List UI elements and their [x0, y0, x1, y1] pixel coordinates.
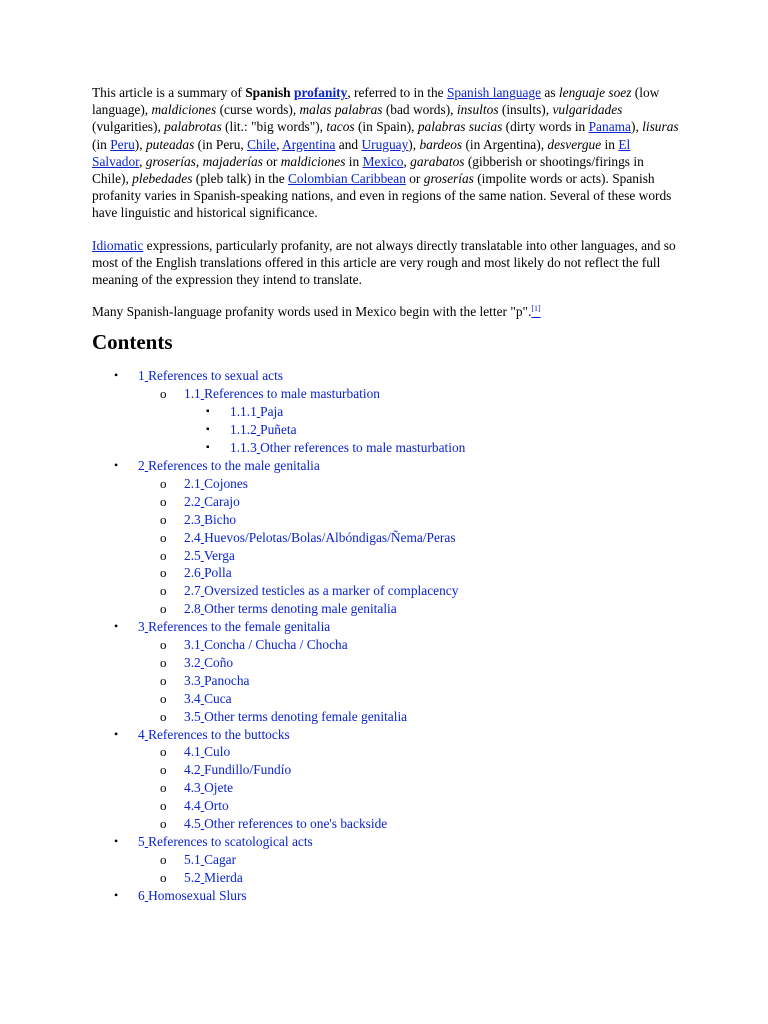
toc-item	[138, 636, 682, 654]
link-el-salvador[interactable]: El Salvador	[92, 136, 631, 169]
toc-number: 2.1	[184, 475, 201, 491]
toc-item	[138, 564, 682, 582]
text-run: puteadas	[145, 136, 195, 152]
toc-label: Puñeta	[260, 422, 297, 438]
toc-label: Fundillo/Fundío	[204, 762, 292, 778]
toc-number: 1.1	[184, 386, 201, 402]
toc-number: 2.6	[184, 565, 201, 581]
toc-label: Other terms denoting female genitalia	[204, 708, 408, 724]
text-run: (lit.: "big words"),	[221, 119, 327, 135]
toc-label: Carajo	[204, 493, 240, 509]
toc-label: Culo	[204, 744, 231, 760]
text-run: (curse words),	[216, 102, 300, 118]
text-run: lisuras	[642, 119, 679, 135]
toc-item	[138, 654, 682, 672]
toc-link-6[interactable]	[138, 888, 247, 903]
intro-paragraph-1	[92, 84, 682, 222]
text-run: in	[601, 136, 619, 152]
text-run: ),	[408, 136, 420, 152]
toc-number: 2.5	[184, 547, 201, 563]
link-mexico[interactable]: Mexico	[362, 153, 404, 169]
text-run: (bad words),	[382, 102, 457, 118]
text-run: majaderías	[202, 153, 263, 169]
toc-link-1-1-2[interactable]	[230, 422, 297, 437]
toc-label: Mierda	[204, 869, 243, 885]
toc-link-3-5[interactable]	[184, 709, 407, 724]
toc-label: Cojones	[204, 475, 249, 491]
toc-number: 3.5	[184, 708, 201, 724]
toc-link-5[interactable]	[138, 834, 313, 849]
toc-item	[138, 582, 682, 600]
toc-number: 3.4	[184, 690, 201, 706]
text-run: plebedades	[132, 171, 193, 187]
toc-number: 1.1.2	[230, 422, 257, 438]
contents-heading: Contents	[92, 330, 173, 355]
toc-label: Concha / Chucha / Chocha	[204, 637, 348, 653]
link-idiomatic[interactable]: Idiomatic	[92, 237, 144, 253]
toc-link-2-8[interactable]	[184, 601, 397, 616]
toc-number: 5	[138, 834, 145, 849]
toc-item	[138, 815, 682, 833]
toc-label: Bicho	[204, 511, 237, 527]
toc-label: References to scatological acts	[148, 834, 313, 849]
toc-link-2-3[interactable]	[184, 512, 236, 527]
text-run: in	[345, 153, 363, 169]
text-run: (insults),	[498, 102, 553, 118]
text-run: ,	[139, 153, 146, 169]
toc-item	[138, 547, 682, 565]
toc-item	[92, 833, 682, 887]
toc-number: 4.3	[184, 780, 201, 796]
toc-number: 2	[138, 457, 145, 473]
toc-item	[92, 457, 682, 618]
toc-number: 3	[138, 619, 145, 635]
toc-number: 1.1.3	[230, 440, 257, 456]
toc-number: 4.2	[184, 762, 201, 778]
toc-label: References to the female genitalia	[148, 619, 331, 635]
toc-label: Huevos/Pelotas/Bolas/Albóndigas/Ñema/Peras	[204, 529, 456, 545]
toc-label: Oversized testicles as a marker of complacency	[204, 583, 459, 599]
text-run: (in Peru,	[194, 136, 248, 152]
text-run: and	[335, 136, 362, 152]
toc-label: Other references to one's backside	[204, 816, 388, 832]
toc-link-2[interactable]	[138, 458, 320, 473]
text-run: ,	[276, 136, 283, 152]
toc-item	[138, 797, 682, 815]
toc-label: References to sexual acts	[148, 368, 284, 384]
toc-link-4-5[interactable]	[184, 816, 387, 831]
text-run: palabras sucias	[417, 119, 503, 135]
toc-number: 2.4	[184, 529, 201, 545]
text-run: This article is a summary of	[92, 85, 246, 100]
toc-link-3-4[interactable]	[184, 691, 232, 706]
text-run: insultos	[456, 102, 499, 118]
toc-number: 4.5	[184, 816, 201, 832]
toc-item	[138, 761, 682, 779]
toc-item	[138, 493, 682, 511]
text-run: (in Argentina),	[462, 136, 548, 152]
text-run: Spanish	[245, 85, 291, 100]
toc-label: References to male masturbation	[204, 386, 380, 402]
toc-link-2-5[interactable]	[184, 548, 235, 563]
intro-paragraph-3	[92, 303, 682, 320]
text-run: ),	[134, 136, 146, 152]
toc-label: Other references to male masturbation	[260, 440, 466, 456]
toc-link-2-1[interactable]	[184, 476, 248, 491]
text-run: ),	[631, 119, 643, 135]
toc-item	[138, 529, 682, 547]
link-argentina[interactable]: Argentina	[282, 136, 336, 152]
toc-link-1-1[interactable]	[184, 386, 380, 401]
text-run: ,	[403, 153, 411, 169]
toc-item	[184, 439, 682, 457]
toc-item	[92, 367, 682, 457]
toc-label: Coño	[204, 654, 234, 670]
toc-number: 4.1	[184, 744, 201, 760]
toc-item	[138, 385, 682, 457]
table-of-contents	[92, 367, 682, 904]
text-run: desvergue	[547, 136, 602, 152]
text-run: expressions, particularly profanity, are not always directly translatable into other languages, and so most of the English translations offered in this article are very rough and most likely do not reflect the full meaning of the expression they intend to translate.	[92, 237, 676, 288]
link-peru[interactable]: Peru	[110, 136, 135, 152]
toc-label: Orto	[204, 798, 229, 814]
toc-link-3-3[interactable]	[184, 673, 249, 688]
toc-number: 5.2	[184, 869, 201, 885]
text-run: (impolite words or acts). Spanish profanity varies in Spanish-speaking nations, and even in regions of the same nation. Several of these words have linguistic and historical significance.	[92, 171, 672, 221]
toc-link-3[interactable]	[138, 619, 330, 634]
text-run: , referred to in the	[347, 85, 447, 100]
toc-link-1-1-1[interactable]	[230, 404, 283, 419]
toc-number: 6	[138, 887, 145, 903]
toc-label: Cuca	[204, 690, 232, 706]
toc-item	[138, 672, 682, 690]
toc-number: 1.1.1	[230, 404, 257, 420]
article-body	[92, 84, 682, 905]
toc-link-1-1-3[interactable]	[230, 440, 465, 455]
toc-label: Other terms denoting male genitalia	[204, 601, 397, 617]
text-run: maldiciones	[280, 153, 346, 169]
text-run: bardeos	[419, 136, 463, 152]
toc-item	[138, 851, 682, 869]
text-run: groserías	[145, 153, 196, 169]
toc-label: Verga	[203, 547, 235, 563]
link-uruguay[interactable]: Uruguay	[361, 136, 409, 152]
toc-label: Ojete	[204, 780, 234, 796]
link-chile[interactable]: Chile	[247, 136, 277, 152]
text-run: vulgaridades	[552, 102, 623, 118]
toc-label: Polla	[204, 565, 232, 581]
toc-label: References to the buttocks	[148, 726, 290, 742]
text-run: garabatos	[410, 153, 465, 169]
toc-label: Paja	[260, 404, 284, 420]
toc-link-2-6[interactable]	[184, 565, 232, 580]
text-run: ,	[195, 153, 203, 169]
text-run: malas palabras	[299, 102, 383, 118]
toc-item	[92, 726, 682, 833]
toc-link-3-2[interactable]	[184, 655, 233, 670]
text-run: or	[405, 171, 424, 187]
text-run: (dirty words in	[502, 119, 589, 135]
toc-number: 2.8	[184, 601, 201, 617]
toc-item	[138, 743, 682, 761]
toc-number: 2.7	[184, 583, 201, 599]
text-run: Many Spanish-language profanity words used in Mexico begin with the letter "p".	[92, 304, 532, 320]
text-run: palabrotas	[164, 119, 222, 135]
toc-item	[138, 708, 682, 726]
toc-link-2-2[interactable]	[184, 494, 240, 509]
text-run: lenguaje soez	[558, 85, 632, 100]
link-profanity[interactable]: profanity	[294, 85, 348, 100]
toc-link-4[interactable]	[138, 727, 290, 742]
link-spanish-language[interactable]: Spanish language	[446, 85, 542, 100]
toc-item	[138, 600, 682, 618]
toc-number: 2.3	[184, 511, 201, 527]
toc-item	[92, 618, 682, 725]
toc-number: 4.4	[184, 798, 201, 814]
text-run: maldiciones	[151, 102, 217, 118]
toc-link-4-3[interactable]	[184, 780, 233, 795]
text-run: (in Spain),	[354, 119, 418, 135]
toc-number: 3.1	[184, 637, 201, 653]
toc-item	[184, 421, 682, 439]
toc-link-3-1[interactable]	[184, 637, 348, 652]
toc-link-2-4[interactable]	[184, 530, 456, 545]
toc-link-2-7[interactable]	[184, 583, 458, 598]
text-run: as	[541, 85, 559, 100]
toc-link-5-1[interactable]	[184, 852, 236, 867]
link-colombian-caribbean[interactable]: Colombian Caribbean	[288, 171, 406, 187]
toc-link-4-4[interactable]	[184, 798, 229, 813]
text-run: (in	[92, 136, 111, 152]
toc-label: References to the male genitalia	[148, 457, 320, 473]
text-run: or	[262, 153, 281, 169]
toc-label: Panocha	[204, 672, 250, 688]
toc-item	[92, 887, 682, 905]
toc-number: 4	[138, 726, 145, 742]
intro-paragraph-2	[92, 237, 682, 289]
text-run: (low language),	[92, 85, 660, 118]
toc-link-1[interactable]	[138, 368, 283, 383]
text-run: (pleb talk) in the	[192, 171, 288, 187]
link-panama[interactable]: Panama	[588, 119, 631, 135]
toc-link-5-2[interactable]	[184, 870, 243, 885]
toc-label: Cagar	[204, 851, 237, 867]
text-run: groserías	[423, 171, 474, 187]
toc-number: 2.2	[184, 493, 201, 509]
toc-label: Homosexual Slurs	[148, 887, 247, 903]
toc-number: 1	[138, 368, 145, 384]
toc-item	[138, 511, 682, 529]
toc-number: 5.1	[184, 851, 201, 867]
link-1[interactable]: [1]	[531, 304, 541, 314]
toc-item	[138, 475, 682, 493]
toc-link-4-2[interactable]	[184, 762, 291, 777]
text-run: (gibberish or shootings/firings in Chile),	[92, 153, 644, 187]
toc-item	[184, 403, 682, 421]
text-run: tacos	[326, 119, 355, 135]
toc-number: 3.3	[184, 672, 201, 688]
toc-item	[138, 779, 682, 797]
toc-item	[138, 690, 682, 708]
toc-link-4-1[interactable]	[184, 744, 230, 759]
toc-number: 3.2	[184, 654, 201, 670]
text-run: (vulgarities),	[92, 119, 165, 135]
toc-item	[138, 869, 682, 887]
